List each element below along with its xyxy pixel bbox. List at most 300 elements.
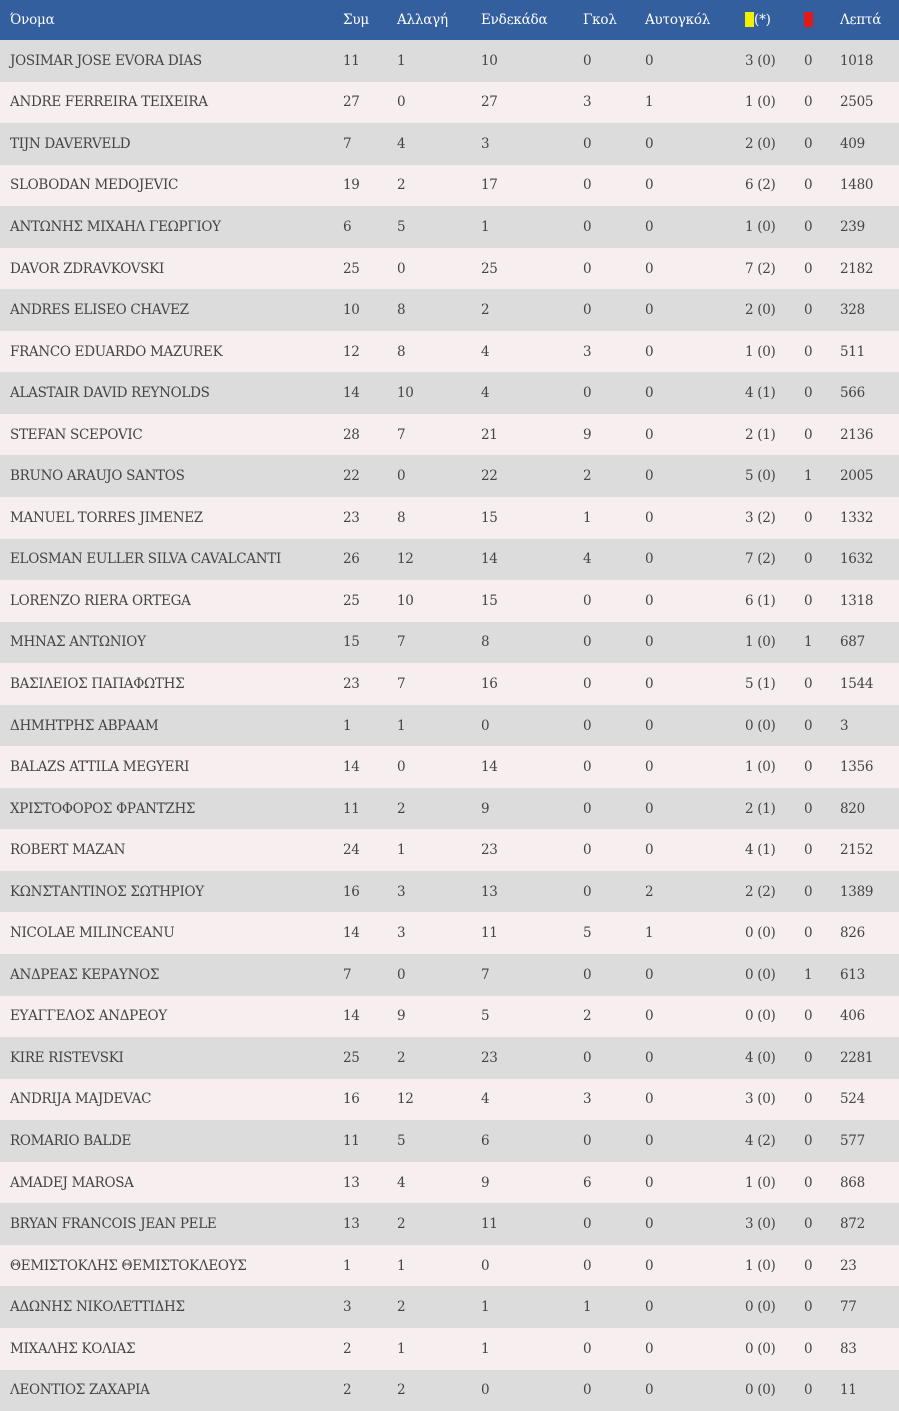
subs-cell: 2 (397, 1370, 481, 1411)
minutes-cell: 524 (840, 1079, 899, 1121)
table-row[interactable] (0, 331, 899, 373)
subs-cell: 2 (397, 1037, 481, 1079)
player-name: ΜΗΝΑΣ ΑΝΤΩΝΙΟΥ (0, 622, 343, 664)
subs-cell: 0 (397, 82, 481, 124)
yellow-cards-cell: 1 (0) (745, 206, 804, 248)
red-cards-cell: 0 (804, 871, 840, 913)
yellow-cards-cell: 2 (2) (745, 871, 804, 913)
subs-cell: 8 (397, 497, 481, 539)
table-row[interactable] (0, 580, 899, 622)
starts-cell: 2 (481, 289, 583, 331)
own-goals-cell: 1 (645, 912, 745, 954)
yellow-cards-cell: 7 (2) (745, 539, 804, 581)
apps-cell: 22 (343, 455, 397, 497)
col-header-yellow[interactable] (745, 0, 804, 40)
table-row[interactable] (0, 788, 899, 830)
table-row[interactable] (0, 1328, 899, 1370)
table-row[interactable] (0, 1120, 899, 1162)
red-cards-cell: 0 (804, 40, 840, 82)
yellow-cards-cell: 0 (0) (745, 1286, 804, 1328)
goals-cell: 0 (583, 746, 645, 788)
red-cards-cell: 0 (804, 580, 840, 622)
table-row[interactable] (0, 1245, 899, 1287)
own-goals-cell: 0 (645, 539, 745, 581)
yellow-card-icon (745, 12, 754, 27)
own-goals-cell: 0 (645, 954, 745, 996)
red-card-icon (804, 12, 813, 27)
red-cards-cell: 1 (804, 954, 840, 996)
goals-cell: 0 (583, 1328, 645, 1370)
col-header-apps[interactable]: Συμ (343, 0, 397, 40)
goals-cell: 0 (583, 165, 645, 207)
apps-cell: 6 (343, 206, 397, 248)
player-name: ELOSMAN EULLER SILVA CAVALCANTI (0, 539, 343, 581)
table-row[interactable] (0, 663, 899, 705)
own-goals-cell: 0 (645, 414, 745, 456)
yellow-cards-cell: 2 (0) (745, 123, 804, 165)
red-cards-cell: 0 (804, 123, 840, 165)
red-cards-cell: 0 (804, 788, 840, 830)
subs-cell: 8 (397, 289, 481, 331)
yellow-cards-cell: 3 (0) (745, 1203, 804, 1245)
subs-cell: 0 (397, 455, 481, 497)
yellow-cards-cell: 2 (1) (745, 788, 804, 830)
minutes-cell: 2281 (840, 1037, 899, 1079)
player-name: ALASTAIR DAVID REYNOLDS (0, 372, 343, 414)
table-row[interactable] (0, 40, 899, 82)
table-row[interactable] (0, 871, 899, 913)
minutes-cell: 1544 (840, 663, 899, 705)
own-goals-cell: 0 (645, 1120, 745, 1162)
minutes-cell: 687 (840, 622, 899, 664)
own-goals-cell: 2 (645, 871, 745, 913)
minutes-cell: 2005 (840, 455, 899, 497)
own-goals-cell: 0 (645, 829, 745, 871)
minutes-cell: 566 (840, 372, 899, 414)
subs-cell: 1 (397, 1328, 481, 1370)
yellow-cards-cell: 6 (1) (745, 580, 804, 622)
own-goals-cell: 0 (645, 331, 745, 373)
yellow-cards-cell: 0 (0) (745, 912, 804, 954)
own-goals-cell: 0 (645, 580, 745, 622)
col-header-minutes[interactable]: Λεπτά (840, 0, 899, 40)
minutes-cell: 826 (840, 912, 899, 954)
starts-cell: 7 (481, 954, 583, 996)
col-header-red[interactable] (804, 0, 840, 40)
apps-cell: 11 (343, 788, 397, 830)
own-goals-cell: 0 (645, 497, 745, 539)
player-name: BALAZS ATTILA MEGYERI (0, 746, 343, 788)
yellow-cards-cell: 0 (0) (745, 1328, 804, 1370)
yellow-cards-cell: 0 (0) (745, 996, 804, 1038)
goals-cell: 0 (583, 248, 645, 290)
player-name: JOSIMAR JOSE EVORA DIAS (0, 40, 343, 82)
starts-cell: 9 (481, 1162, 583, 1204)
own-goals-cell: 0 (645, 248, 745, 290)
table-row[interactable] (0, 996, 899, 1038)
subs-cell: 5 (397, 206, 481, 248)
red-cards-cell: 0 (804, 1328, 840, 1370)
apps-cell: 14 (343, 996, 397, 1038)
subs-cell: 0 (397, 248, 481, 290)
starts-cell: 4 (481, 331, 583, 373)
red-cards-cell: 0 (804, 331, 840, 373)
apps-cell: 11 (343, 1120, 397, 1162)
red-cards-cell: 0 (804, 539, 840, 581)
red-cards-cell: 0 (804, 912, 840, 954)
minutes-cell: 406 (840, 996, 899, 1038)
player-name: TIJN DAVERVELD (0, 123, 343, 165)
apps-cell: 2 (343, 1328, 397, 1370)
goals-cell: 1 (583, 497, 645, 539)
player-name: ΑΝΔΡΕΑΣ ΚΕΡΑΥΝΟΣ (0, 954, 343, 996)
starts-cell: 4 (481, 1079, 583, 1121)
own-goals-cell: 0 (645, 663, 745, 705)
table-row[interactable] (0, 497, 899, 539)
minutes-cell: 1480 (840, 165, 899, 207)
minutes-cell: 77 (840, 1286, 899, 1328)
minutes-cell: 1356 (840, 746, 899, 788)
table-row[interactable] (0, 289, 899, 331)
player-name: ROBERT MAZAN (0, 829, 343, 871)
player-name: ΜΙΧΑΛΗΣ ΚΟΛΙΑΣ (0, 1328, 343, 1370)
goals-cell: 0 (583, 372, 645, 414)
player-name: SLOBODAN MEDOJEVIC (0, 165, 343, 207)
apps-cell: 19 (343, 165, 397, 207)
starts-cell: 27 (481, 82, 583, 124)
goals-cell: 4 (583, 539, 645, 581)
red-cards-cell: 0 (804, 1203, 840, 1245)
starts-cell: 5 (481, 996, 583, 1038)
starts-cell: 3 (481, 123, 583, 165)
starts-cell: 15 (481, 580, 583, 622)
subs-cell: 1 (397, 1245, 481, 1287)
goals-cell: 0 (583, 123, 645, 165)
own-goals-cell: 0 (645, 1286, 745, 1328)
player-name: ROMARIO BALDE (0, 1120, 343, 1162)
yellow-cards-cell: 1 (0) (745, 1245, 804, 1287)
apps-cell: 15 (343, 622, 397, 664)
player-name: LORENZO RIERA ORTEGA (0, 580, 343, 622)
red-cards-cell: 0 (804, 289, 840, 331)
goals-cell: 0 (583, 829, 645, 871)
apps-cell: 7 (343, 123, 397, 165)
own-goals-cell: 0 (645, 996, 745, 1038)
red-cards-cell: 0 (804, 414, 840, 456)
red-cards-cell: 0 (804, 746, 840, 788)
player-name: ΛΕΟΝΤΙΟΣ ΖΑΧΑΡΙΑ (0, 1370, 343, 1411)
starts-cell: 16 (481, 663, 583, 705)
yellow-cards-cell: 2 (1) (745, 414, 804, 456)
red-cards-cell: 0 (804, 1370, 840, 1411)
apps-cell: 23 (343, 663, 397, 705)
subs-cell: 0 (397, 746, 481, 788)
yellow-cards-cell: 5 (1) (745, 663, 804, 705)
table-row[interactable] (0, 372, 899, 414)
apps-cell: 14 (343, 746, 397, 788)
yellow-cards-cell: 4 (2) (745, 1120, 804, 1162)
own-goals-cell: 0 (645, 705, 745, 747)
apps-cell: 28 (343, 414, 397, 456)
goals-cell: 2 (583, 455, 645, 497)
minutes-cell: 239 (840, 206, 899, 248)
player-name: ΧΡΙΣΤΟΦΟΡΟΣ ΦΡΑΝΤΖΗΣ (0, 788, 343, 830)
red-cards-cell: 0 (804, 663, 840, 705)
goals-cell: 3 (583, 331, 645, 373)
goals-cell: 0 (583, 40, 645, 82)
yellow-cards-cell: 1 (0) (745, 622, 804, 664)
starts-cell: 14 (481, 746, 583, 788)
goals-cell: 0 (583, 622, 645, 664)
apps-cell: 14 (343, 912, 397, 954)
player-name: DAVOR ZDRAVKOVSKI (0, 248, 343, 290)
yellow-cards-cell: 4 (1) (745, 372, 804, 414)
player-name: BRYAN FRANCOIS JEAN PELE (0, 1203, 343, 1245)
starts-cell: 1 (481, 1328, 583, 1370)
col-header-name[interactable]: Όνομα (0, 0, 343, 40)
table-row[interactable] (0, 1286, 899, 1328)
red-cards-cell: 0 (804, 1162, 840, 1204)
table-row[interactable] (0, 165, 899, 207)
starts-cell: 21 (481, 414, 583, 456)
yellow-cards-cell: 0 (0) (745, 1370, 804, 1411)
minutes-cell: 1018 (840, 40, 899, 82)
minutes-cell: 820 (840, 788, 899, 830)
col-header-starts[interactable]: Ενδεκάδα (481, 0, 583, 40)
red-cards-cell: 0 (804, 1079, 840, 1121)
goals-cell: 0 (583, 1037, 645, 1079)
yellow-cards-cell: 0 (0) (745, 705, 804, 747)
own-goals-cell: 0 (645, 1245, 745, 1287)
red-cards-cell: 0 (804, 82, 840, 124)
starts-cell: 17 (481, 165, 583, 207)
goals-cell: 0 (583, 663, 645, 705)
col-header-goals[interactable]: Γκολ (583, 0, 645, 40)
subs-cell: 12 (397, 539, 481, 581)
table-row[interactable] (0, 954, 899, 996)
goals-cell: 1 (583, 1286, 645, 1328)
goals-cell: 3 (583, 82, 645, 124)
table-row[interactable] (0, 414, 899, 456)
starts-cell: 22 (481, 455, 583, 497)
starts-cell: 23 (481, 1037, 583, 1079)
yellow-cards-cell: 6 (2) (745, 165, 804, 207)
minutes-cell: 3 (840, 705, 899, 747)
col-header-subs[interactable]: Αλλαγή (397, 0, 481, 40)
goals-cell: 0 (583, 788, 645, 830)
subs-cell: 2 (397, 165, 481, 207)
own-goals-cell: 0 (645, 372, 745, 414)
apps-cell: 26 (343, 539, 397, 581)
own-goals-cell: 0 (645, 40, 745, 82)
apps-cell: 10 (343, 289, 397, 331)
minutes-cell: 1389 (840, 871, 899, 913)
apps-cell: 25 (343, 248, 397, 290)
apps-cell: 25 (343, 580, 397, 622)
own-goals-cell: 0 (645, 1328, 745, 1370)
player-name: ANDRIJA MAJDEVAC (0, 1079, 343, 1121)
apps-cell: 14 (343, 372, 397, 414)
minutes-cell: 1332 (840, 497, 899, 539)
starts-cell: 9 (481, 788, 583, 830)
table-row[interactable] (0, 1079, 899, 1121)
apps-cell: 1 (343, 1245, 397, 1287)
table-row[interactable] (0, 829, 899, 871)
table-row[interactable] (0, 705, 899, 747)
table-row[interactable] (0, 206, 899, 248)
apps-cell: 7 (343, 954, 397, 996)
starts-cell: 6 (481, 1120, 583, 1162)
player-name: ΑΔΩΝΗΣ ΝΙΚΟΛΕΤΤΙΔΗΣ (0, 1286, 343, 1328)
table-row[interactable] (0, 1203, 899, 1245)
own-goals-cell: 0 (645, 165, 745, 207)
subs-cell: 10 (397, 372, 481, 414)
player-name: ΚΩΝΣΤΑΝΤΙΝΟΣ ΣΩΤΗΡΙΟΥ (0, 871, 343, 913)
apps-cell: 13 (343, 1203, 397, 1245)
starts-cell: 0 (481, 1245, 583, 1287)
own-goals-cell: 0 (645, 622, 745, 664)
player-name: BRUNO ARAUJO SANTOS (0, 455, 343, 497)
yellow-cards-cell: 0 (0) (745, 954, 804, 996)
goals-cell: 0 (583, 1370, 645, 1411)
goals-cell: 3 (583, 1079, 645, 1121)
subs-cell: 12 (397, 1079, 481, 1121)
own-goals-cell: 0 (645, 1370, 745, 1411)
goals-cell: 0 (583, 206, 645, 248)
table-row[interactable] (0, 248, 899, 290)
minutes-cell: 2152 (840, 829, 899, 871)
yellow-cards-cell: 4 (1) (745, 829, 804, 871)
red-cards-cell: 1 (804, 622, 840, 664)
yellow-cards-cell: 4 (0) (745, 1037, 804, 1079)
red-cards-cell: 0 (804, 1286, 840, 1328)
subs-cell: 10 (397, 580, 481, 622)
table-row[interactable] (0, 1370, 899, 1411)
apps-cell: 16 (343, 1079, 397, 1121)
goals-cell: 0 (583, 871, 645, 913)
yellow-cards-cell: 5 (0) (745, 455, 804, 497)
table-row[interactable] (0, 539, 899, 581)
minutes-cell: 83 (840, 1328, 899, 1370)
col-header-yellow-label: (*) (754, 12, 771, 28)
minutes-cell: 409 (840, 123, 899, 165)
player-name: NICOLAE MILINCEANU (0, 912, 343, 954)
table-row[interactable] (0, 1162, 899, 1204)
goals-cell: 0 (583, 954, 645, 996)
subs-cell: 2 (397, 788, 481, 830)
player-name: ΔΗΜΗΤΡΗΣ ΑΒΡΑΑΜ (0, 705, 343, 747)
goals-cell: 2 (583, 996, 645, 1038)
minutes-cell: 2505 (840, 82, 899, 124)
yellow-cards-cell: 3 (2) (745, 497, 804, 539)
yellow-cards-cell: 1 (0) (745, 1162, 804, 1204)
red-cards-cell: 0 (804, 497, 840, 539)
starts-cell: 14 (481, 539, 583, 581)
apps-cell: 25 (343, 1037, 397, 1079)
red-cards-cell: 0 (804, 372, 840, 414)
player-name: MANUEL TORRES JIMENEZ (0, 497, 343, 539)
player-name: ANDRE FERREIRA TEIXEIRA (0, 82, 343, 124)
col-header-own-goals[interactable]: Αυτογκόλ (645, 0, 745, 40)
starts-cell: 10 (481, 40, 583, 82)
starts-cell: 0 (481, 705, 583, 747)
player-name: STEFAN SCEPOVIC (0, 414, 343, 456)
apps-cell: 11 (343, 40, 397, 82)
yellow-cards-cell: 1 (0) (745, 331, 804, 373)
own-goals-cell: 0 (645, 746, 745, 788)
apps-cell: 12 (343, 331, 397, 373)
table-row[interactable] (0, 123, 899, 165)
goals-cell: 0 (583, 289, 645, 331)
subs-cell: 2 (397, 1203, 481, 1245)
minutes-cell: 868 (840, 1162, 899, 1204)
apps-cell: 27 (343, 82, 397, 124)
own-goals-cell: 0 (645, 1079, 745, 1121)
starts-cell: 13 (481, 871, 583, 913)
starts-cell: 4 (481, 372, 583, 414)
starts-cell: 11 (481, 912, 583, 954)
table-row[interactable] (0, 622, 899, 664)
player-name: ANDRES ELISEO CHAVEZ (0, 289, 343, 331)
minutes-cell: 2136 (840, 414, 899, 456)
player-name: ΕΥΑΓΓΕΛΟΣ ΑΝΔΡΕΟΥ (0, 996, 343, 1038)
own-goals-cell: 0 (645, 788, 745, 830)
minutes-cell: 2182 (840, 248, 899, 290)
own-goals-cell: 0 (645, 1203, 745, 1245)
red-cards-cell: 0 (804, 829, 840, 871)
red-cards-cell: 1 (804, 455, 840, 497)
table-row[interactable] (0, 746, 899, 788)
table-row[interactable] (0, 1037, 899, 1079)
player-name: FRANCO EDUARDO MAZUREK (0, 331, 343, 373)
subs-cell: 8 (397, 331, 481, 373)
goals-cell: 0 (583, 1120, 645, 1162)
table-row[interactable] (0, 455, 899, 497)
yellow-cards-cell: 1 (0) (745, 746, 804, 788)
goals-cell: 0 (583, 580, 645, 622)
starts-cell: 0 (481, 1370, 583, 1411)
own-goals-cell: 1 (645, 82, 745, 124)
subs-cell: 7 (397, 663, 481, 705)
red-cards-cell: 0 (804, 705, 840, 747)
red-cards-cell: 0 (804, 248, 840, 290)
minutes-cell: 511 (840, 331, 899, 373)
player-name: ΘΕΜΙΣΤΟΚΛΗΣ ΘΕΜΙΣΤΟΚΛΕΟΥΣ (0, 1245, 343, 1287)
minutes-cell: 1632 (840, 539, 899, 581)
starts-cell: 1 (481, 1286, 583, 1328)
subs-cell: 4 (397, 123, 481, 165)
yellow-cards-cell: 7 (2) (745, 248, 804, 290)
subs-cell: 3 (397, 871, 481, 913)
minutes-cell: 577 (840, 1120, 899, 1162)
yellow-cards-cell: 3 (0) (745, 40, 804, 82)
player-name: KIRE RISTEVSKI (0, 1037, 343, 1079)
subs-cell: 9 (397, 996, 481, 1038)
subs-cell: 7 (397, 622, 481, 664)
apps-cell: 16 (343, 871, 397, 913)
goals-cell: 0 (583, 1203, 645, 1245)
starts-cell: 11 (481, 1203, 583, 1245)
table-row[interactable] (0, 82, 899, 124)
subs-cell: 7 (397, 414, 481, 456)
yellow-cards-cell: 2 (0) (745, 289, 804, 331)
minutes-cell: 613 (840, 954, 899, 996)
apps-cell: 3 (343, 1286, 397, 1328)
table-row[interactable] (0, 912, 899, 954)
apps-cell: 1 (343, 705, 397, 747)
red-cards-cell: 0 (804, 1120, 840, 1162)
player-name: ΒΑΣΙΛΕΙΟΣ ΠΑΠΑΦΩΤΗΣ (0, 663, 343, 705)
